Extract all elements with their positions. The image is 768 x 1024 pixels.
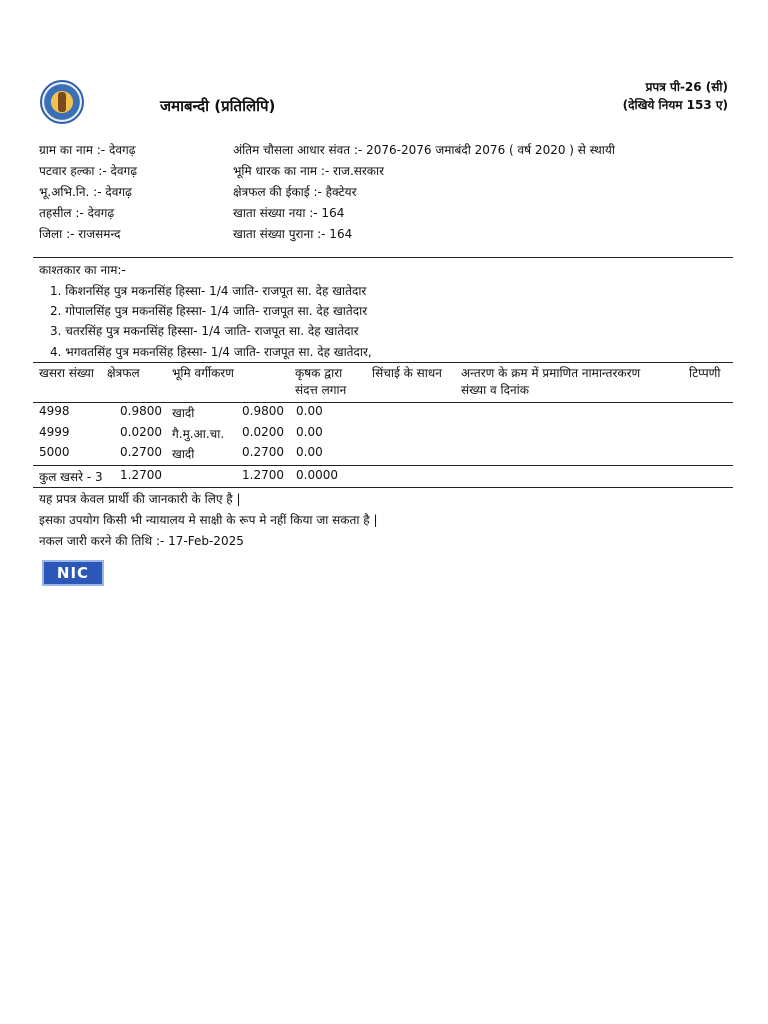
khasra-number: 4998 xyxy=(39,404,70,418)
total-area: 1.2700 xyxy=(120,468,162,482)
class-area: 0.2700 xyxy=(242,445,284,459)
total-lagan: 0.0000 xyxy=(296,468,338,482)
land-class: खादी xyxy=(172,447,195,461)
col-header-area: क्षेत्रफल xyxy=(107,366,140,380)
tehsil: तहसील :- देवगढ़ xyxy=(39,206,115,220)
divider xyxy=(33,402,733,403)
account-number-old: खाता संख्या पुराना :- 164 xyxy=(233,227,353,241)
land-record-inspector: भू.अभि.नि. :- देवगढ़ xyxy=(39,185,132,199)
area-value: 0.9800 xyxy=(120,404,162,418)
patwar-halka: पटवार हल्का :- देवगढ़ xyxy=(39,164,138,178)
divider xyxy=(33,487,733,488)
lagan-value: 0.00 xyxy=(296,445,323,459)
col-header-mutation-line2: संख्या व दिनांक xyxy=(461,383,529,397)
government-emblem-icon xyxy=(40,80,84,124)
district: जिला :- राजसमन्द xyxy=(39,227,121,241)
land-holder-name: भूमि धारक का नाम :- राज.सरकार xyxy=(233,164,385,178)
land-class: गै.मु.आ.चा. xyxy=(172,427,225,441)
lagan-value: 0.00 xyxy=(296,404,323,418)
issue-date: नकल जारी करने की तिथि :- 17-Feb-2025 xyxy=(39,534,244,548)
nic-logo-icon: NIC xyxy=(42,560,104,586)
class-area: 0.0200 xyxy=(242,425,284,439)
account-number-new: खाता संख्या नया :- 164 xyxy=(233,206,345,220)
divider xyxy=(33,362,733,363)
area-value: 0.0200 xyxy=(120,425,162,439)
col-header-irrigation: सिंचाई के साधन xyxy=(372,366,442,380)
area-value: 0.2700 xyxy=(120,445,162,459)
divider xyxy=(33,465,733,466)
total-class-area: 1.2700 xyxy=(242,468,284,482)
total-label: कुल खसरे - 3 xyxy=(39,470,103,484)
form-reference xyxy=(623,78,728,114)
form-number: प्रपत्र पी-26 (सी) xyxy=(645,80,728,94)
cultivator-item: 1. किशनसिंह पुत्र मकनसिंह हिस्सा- 1/4 जाति- राजपूत सा. देह खातेदार xyxy=(50,284,367,298)
land-class: खादी xyxy=(172,406,195,420)
cultivators-heading: काश्तकार का नाम:- xyxy=(39,263,126,277)
cultivator-item: 4. भगवतसिंह पुत्र मकनसिंह हिस्सा- 1/4 जाति- राजपूत सा. देह खातेदार, xyxy=(50,345,372,359)
col-header-khasra: खसरा संख्या xyxy=(39,366,94,380)
khasra-number: 5000 xyxy=(39,445,70,459)
khasra-number: 4999 xyxy=(39,425,70,439)
col-header-lagan xyxy=(295,365,346,399)
cultivator-item: 3. चतरसिंह पुत्र मकनसिंह हिस्सा- 1/4 जाति- राजपूत सा. देह खातेदार xyxy=(50,324,359,338)
lagan-value: 0.00 xyxy=(296,425,323,439)
class-area: 0.9800 xyxy=(242,404,284,418)
cultivator-item: 2. गोपालसिंह पुत्र मकनसिंह हिस्सा- 1/4 जाति- राजपूत सा. देह खातेदार xyxy=(50,304,368,318)
settlement-basis: अंतिम चौसला आधार संवत :- 2076-2076 जमाबंदी 2076 ( वर्ष 2020 ) से स्थायी xyxy=(233,143,615,157)
col-header-lagan-line1: कृषक द्वारा xyxy=(295,366,343,380)
village-name: ग्राम का नाम :- देवगढ़ xyxy=(39,143,136,157)
col-header-mutation-line1: अन्तरण के क्रम में प्रमाणित नामान्तरकरण xyxy=(461,366,641,380)
info-only-note: यह प्रपत्र केवल प्रार्थी की जानकारी के लिए है | xyxy=(39,492,241,506)
divider xyxy=(33,257,733,258)
court-usage-note: इसका उपयोग किसी भी न्यायालय मे साक्षी के रूप मे नहीं किया जा सकता है | xyxy=(39,513,378,527)
col-header-mutation xyxy=(461,365,640,399)
rule-reference: (देखिये नियम 153 ए) xyxy=(622,98,728,112)
page-title: जमाबन्दी (प्रतिलिपि) xyxy=(160,97,276,115)
col-header-classification: भूमि वर्गीकरण xyxy=(172,366,234,380)
col-header-remarks: टिप्पणी xyxy=(689,366,721,380)
area-unit: क्षेत्रफल की ईकाई :- हैक्टेयर xyxy=(233,185,357,199)
col-header-lagan-line2: संदत्त लगान xyxy=(295,383,347,397)
